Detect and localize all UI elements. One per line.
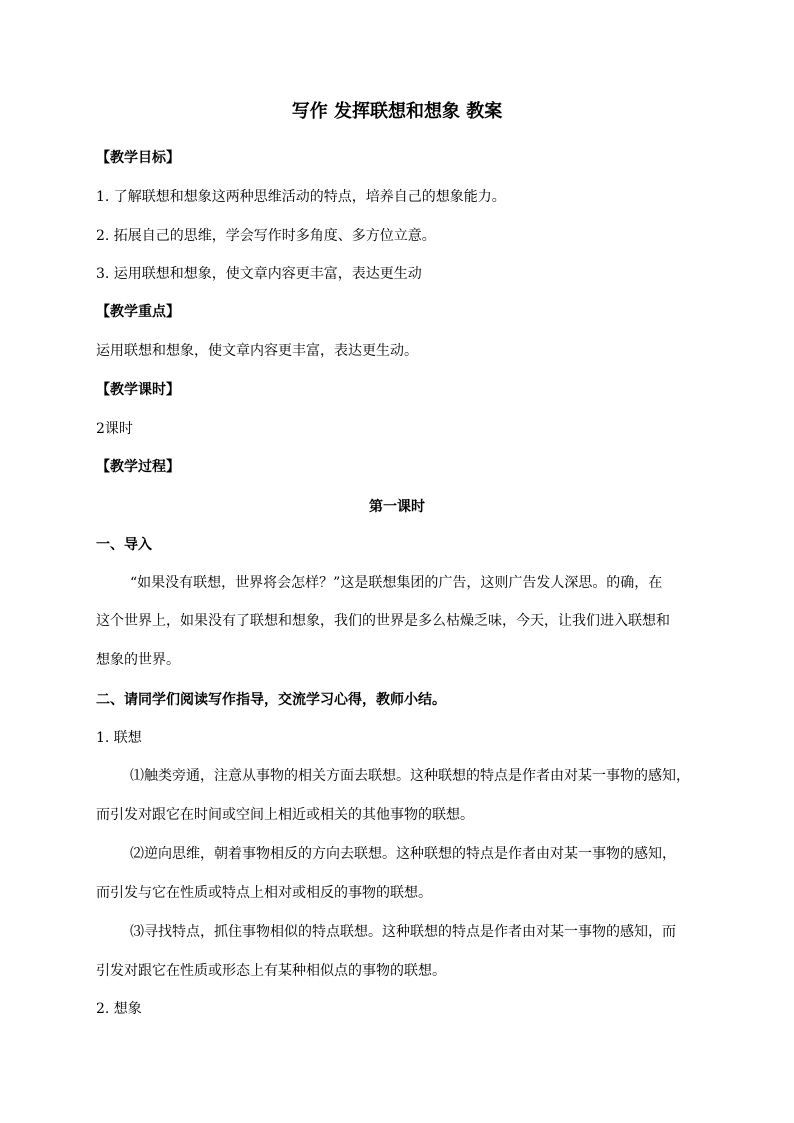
hours-heading: 【教学课时】 <box>96 382 180 398</box>
part1-heading: 一、导入 <box>96 537 152 553</box>
objective-item: 3. 运用联想和想象，使文章内容更丰富，表达更生动 <box>96 266 422 282</box>
sub2-heading: 2. 想象 <box>96 1001 142 1017</box>
key-points-heading: 【教学重点】 <box>96 304 180 320</box>
paragraph-line: ⑶寻找特点，抓住事物相似的特点联想。这种联想的特点是作者由对某一事物的感知，而 <box>130 924 676 940</box>
paragraph-line: 引发对跟它在性质或形态上有某种相似点的事物的联想。 <box>96 963 446 979</box>
paragraph-line: 想象的世界。 <box>96 652 180 668</box>
hours-text: 2课时 <box>96 421 133 437</box>
process-heading: 【教学过程】 <box>96 459 180 475</box>
paragraph-line: “如果没有联想，世界将会怎样？”这是联想集团的广告，这则广告发人深思。的确，在 <box>130 575 663 591</box>
document-title: 写作 发挥联想和想象 教案 <box>291 101 503 122</box>
paragraph-line: 这个世界上，如果没有了联想和想象，我们的世界是多么枯燥乏味，今天，让我们进入联想和 <box>96 613 670 629</box>
paragraph-line: 而引发与它在性质或特点上相对或相反的事物的联想。 <box>96 885 432 901</box>
lesson-title: 第一课时 <box>369 499 425 515</box>
objectives-heading: 【教学目标】 <box>96 150 180 166</box>
sub1-heading: 1. 联想 <box>96 730 142 746</box>
objective-item: 2. 拓展自己的思维，学会写作时多角度、多方位立意。 <box>96 228 436 244</box>
paragraph-line: ⑵逆向思维，朝着事物相反的方向去联想。这种联想的特点是作者由对某一事物的感知， <box>130 846 676 862</box>
objective-item: 1. 了解联想和想象这两种思维活动的特点，培养自己的想象能力。 <box>96 189 506 205</box>
part2-heading: 二、请同学们阅读写作指导，交流学习心得，教师小结。 <box>96 692 446 708</box>
paragraph-line: 而引发对跟它在时间或空间上相近或相关的其他事物的联想。 <box>96 807 474 823</box>
key-points-text: 运用联想和想象，使文章内容更丰富，表达更生动。 <box>96 343 418 359</box>
paragraph-line: ⑴触类旁通，注意从事物的相关方面去联想。这种联想的特点是作者由对某一事物的感知， <box>130 768 690 784</box>
